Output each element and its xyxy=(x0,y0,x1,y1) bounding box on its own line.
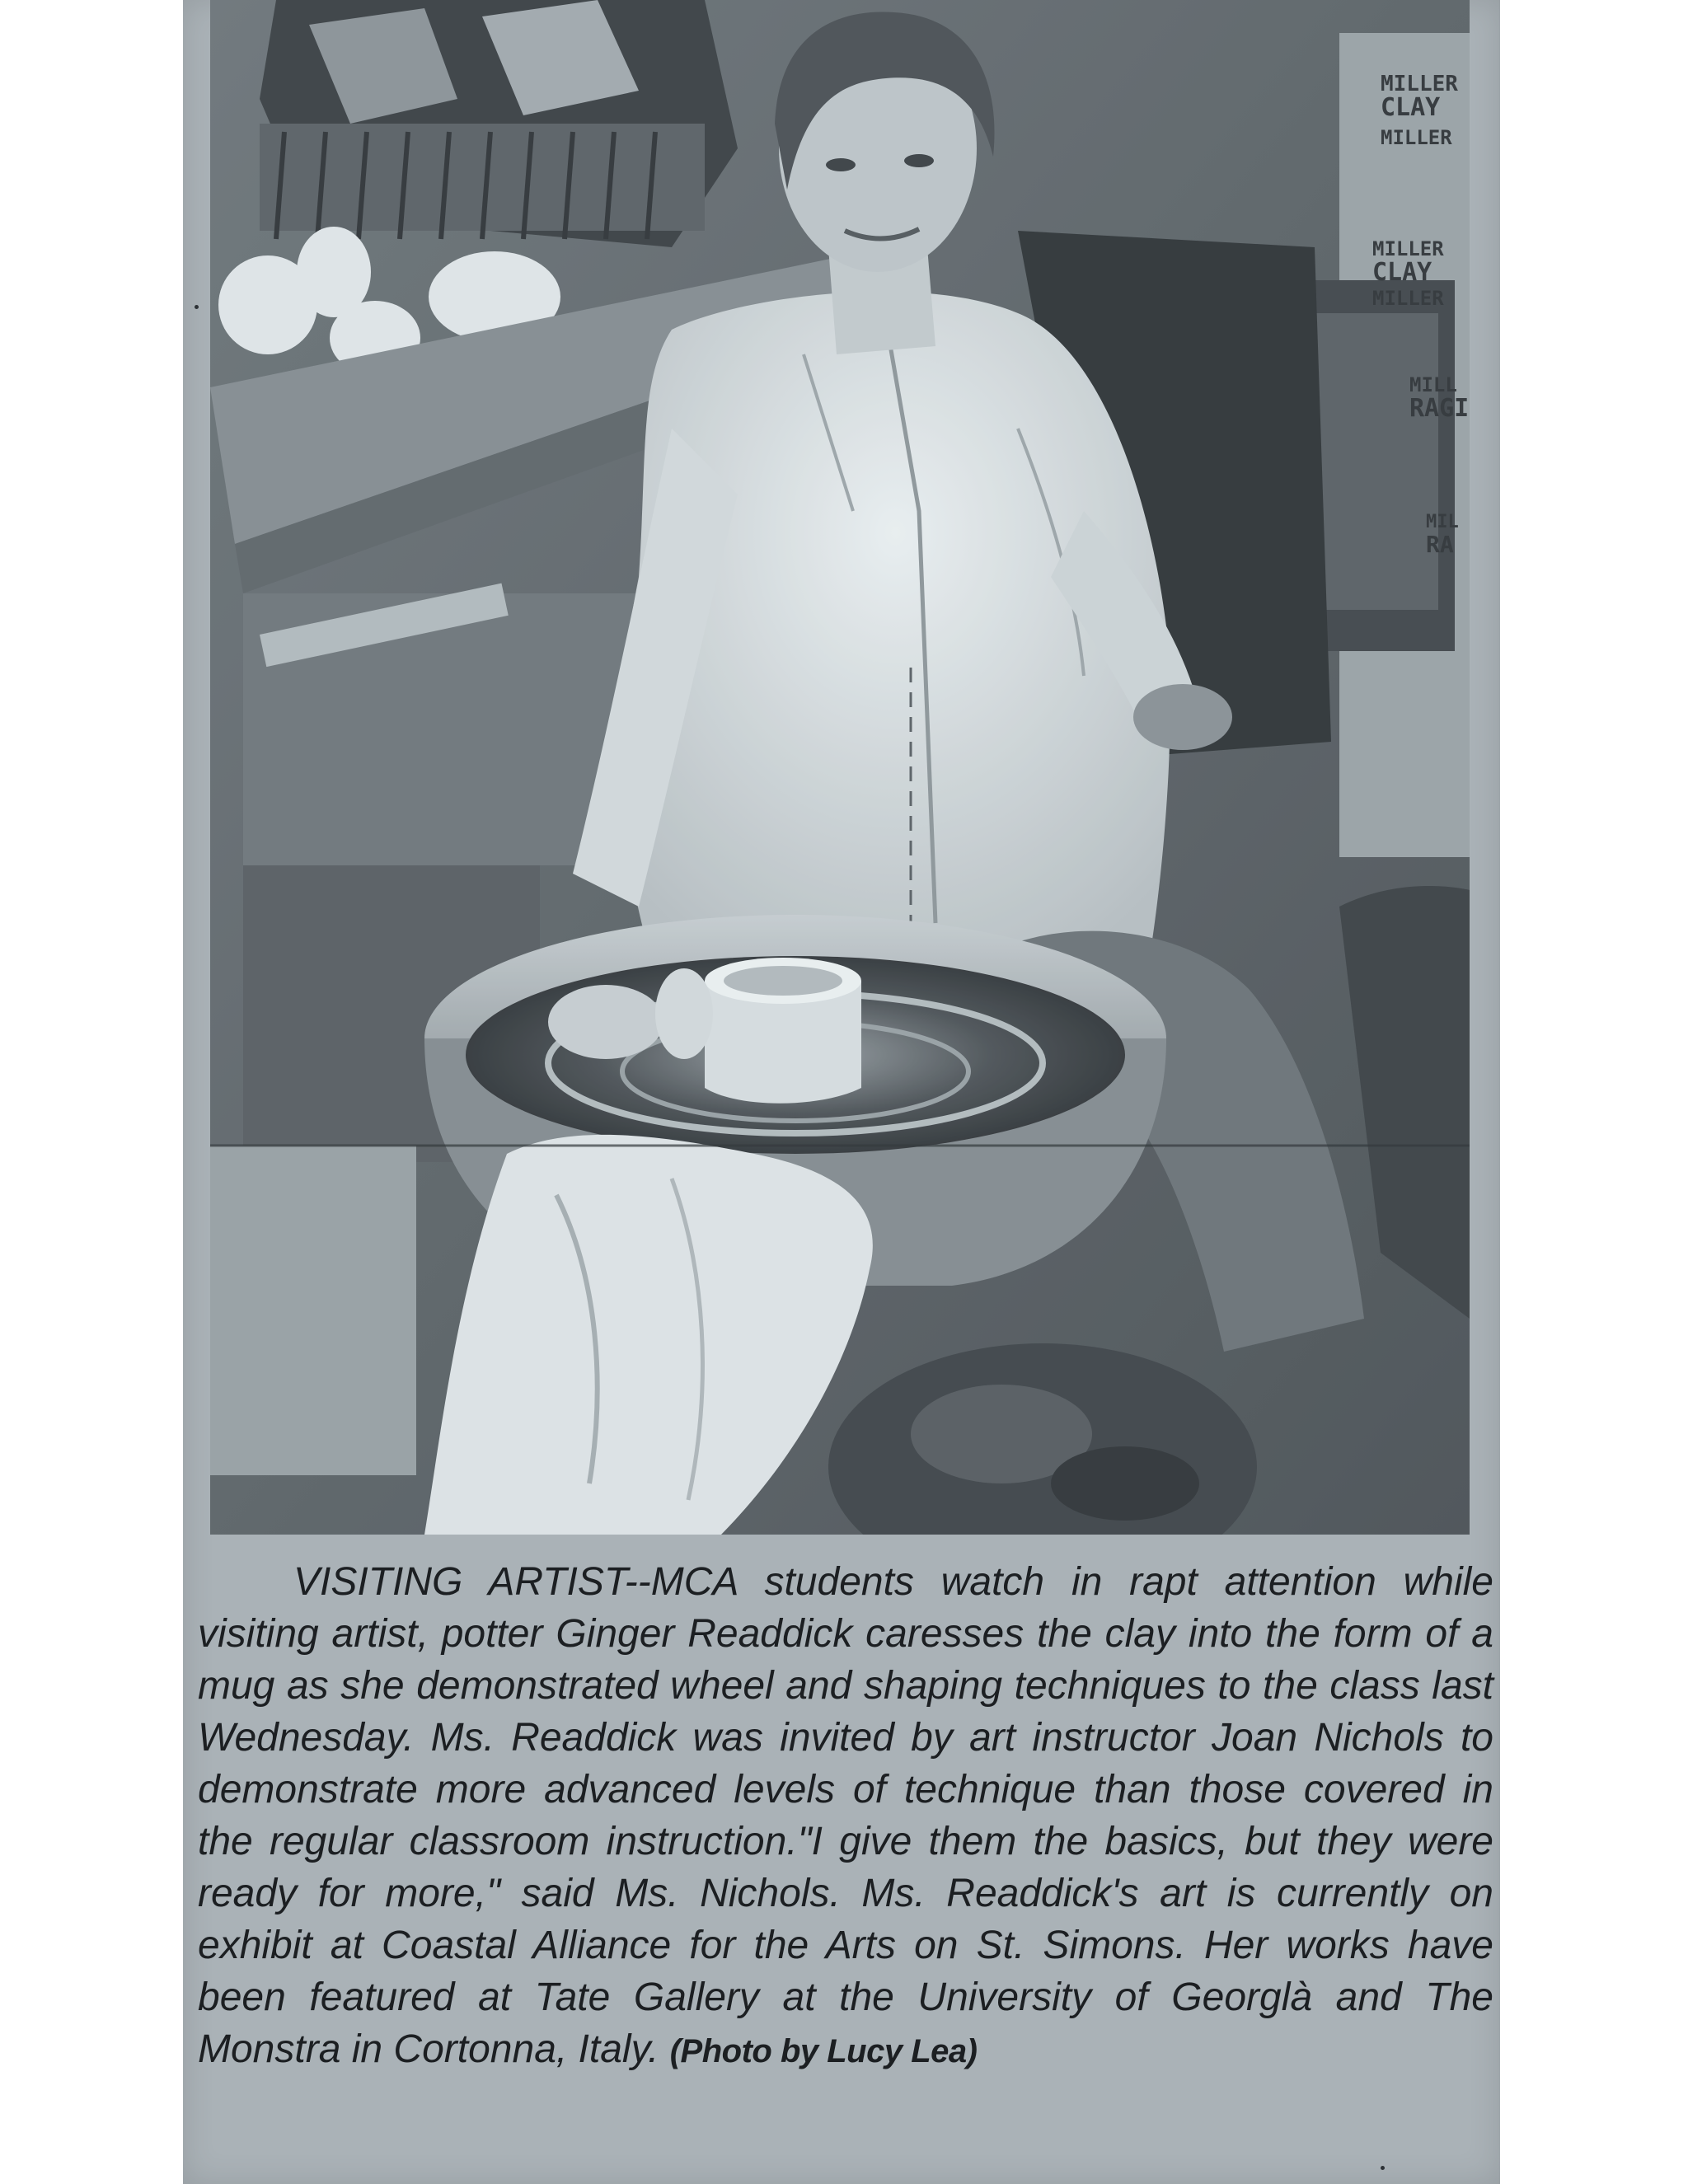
box-label: MILLER xyxy=(1372,237,1444,260)
caption-text: VISITING ARTIST--MCA students watch in rapt attention while visiting artist, potter Ginger Readdick caresses the clay into the form of a mug as she demonstrated wheel and shaping techniques to the class last Wednesday. Ms. Readdick was invited by art instructor Joan Nichols to demonstrate more advanced levels of technique than those covered in the regular classroom instruction."I give them the basics, but they were ready for more," said Ms. Nichols. Ms. Readdick's art is currently on exhibit at Coastal Alliance for the Arts on St. Simons. Her works have been featured at Tate Gallery at the University of Georglà and The Monstra in Cortonna, Italy. xyxy=(198,1560,1493,2071)
box-label: MILLER xyxy=(1381,126,1452,149)
box-label: CLAY xyxy=(1381,93,1441,122)
box-label: MILL xyxy=(1409,373,1457,396)
photo-credit: (Photo by Lucy Lea) xyxy=(669,2033,978,2069)
print-speck xyxy=(1381,2166,1385,2170)
article-photo xyxy=(210,0,1470,1535)
box-label: MIL xyxy=(1426,512,1459,532)
box-label: RAGI xyxy=(1409,394,1470,423)
box-label: MILLER xyxy=(1372,287,1444,310)
box-label: RA xyxy=(1426,531,1454,558)
box-label: MILLER xyxy=(1381,72,1458,96)
box-label: CLAY xyxy=(1372,258,1432,287)
print-speck xyxy=(195,305,199,309)
photo-caption xyxy=(198,1556,1493,2078)
